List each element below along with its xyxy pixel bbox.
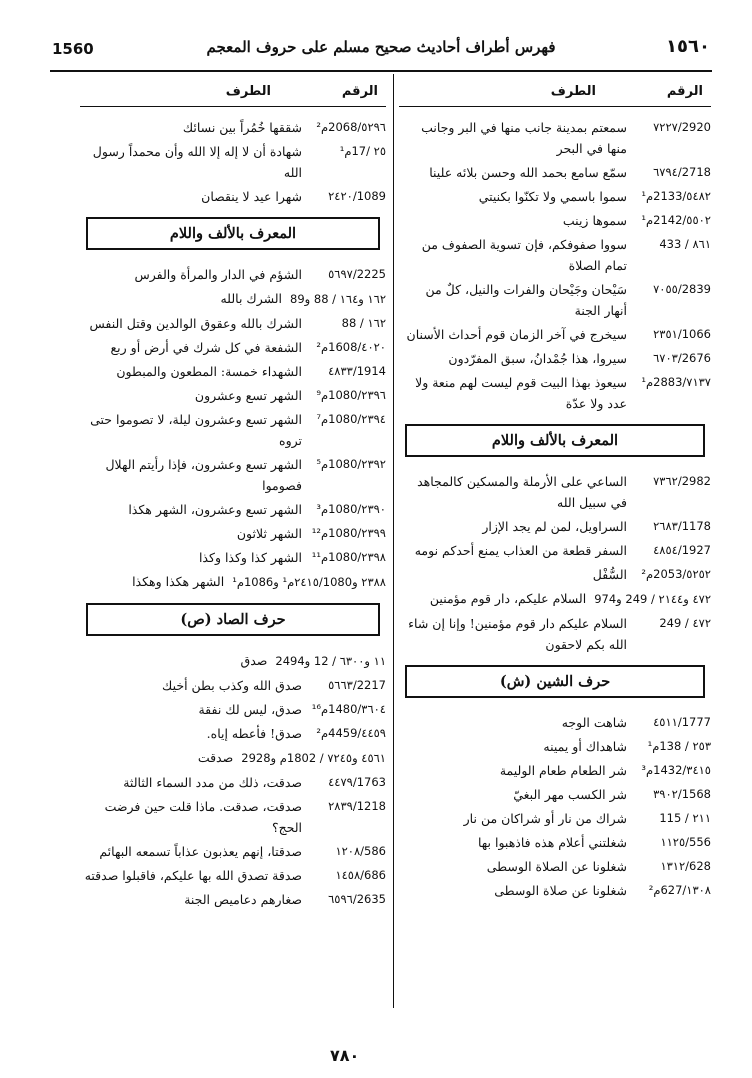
entry-text: الشهر هكذا وهكذا: [132, 574, 225, 589]
entry-text: الشهداء خمسة: المطعون والمبطون: [116, 364, 302, 379]
header-rule: [50, 70, 712, 72]
entry-text: صغارهم دعاميص الجنة: [184, 892, 302, 907]
index-entry: [80, 313, 386, 334]
entry-number: ١٣٠٨/627م²: [648, 883, 711, 897]
entry-number: ١٦٢ و١٦٤ / 88 و89: [290, 292, 386, 306]
entry-number: 686/١٤٥٨: [335, 868, 386, 882]
index-entry: [399, 210, 711, 231]
entry-text: صدق الله وكذب بطن أخيك: [162, 678, 302, 693]
entries-group: [80, 117, 386, 207]
entry-text: صدقة تصدق الله بها عليكم، فاقبلوا صدقته: [84, 868, 302, 883]
entry-number: 2217/٥٦٦٣: [328, 678, 386, 692]
entry-text: سموها زينب: [562, 213, 627, 228]
index-entry: [80, 796, 386, 838]
index-entry: [80, 385, 386, 406]
entry-number: ٢٣٩٦/1080م⁹: [316, 388, 386, 402]
entry-text: صدقت، ذلك من مدد السماء الثالثة: [123, 775, 302, 790]
entry-text: صدقتا، إنهم يعذبون عذاباً تسمعه البهائم: [99, 844, 302, 859]
index-entry: [80, 675, 386, 696]
index-entry: [80, 141, 386, 183]
entry-text: الشرك بالله: [220, 291, 283, 306]
index-entry: [399, 760, 711, 781]
index-entry: [399, 162, 711, 183]
index-entry: [399, 372, 711, 414]
entry-number: ٢٣٩٩/1080م¹²: [311, 526, 386, 540]
index-entry: [80, 337, 386, 358]
index-entry: [399, 279, 711, 321]
entry-number: 1777/٤٥١١: [653, 715, 711, 729]
index-entry: [399, 712, 711, 733]
column-divider: [393, 74, 394, 1008]
index-entry: [399, 471, 711, 513]
entry-number: 1218/٢٨٣٩: [328, 799, 386, 813]
entry-number: 2982/٧٣٦٢: [653, 474, 711, 488]
entry-number: ٢٥ /17م¹: [339, 144, 386, 158]
entry-number: ٢٣٩٠/1080م³: [316, 502, 386, 516]
index-entry: [80, 409, 386, 451]
entry-text: السلام عليكم، دار قوم مؤمنين: [429, 591, 587, 606]
index-entry: [399, 234, 711, 276]
entries-group: [399, 613, 711, 655]
entry-text: سيعوذ بهذا البيت قوم ليست لهم منعة ولا عدد ولا عدّة: [415, 375, 627, 411]
index-entry: [399, 784, 711, 805]
index-entry: [399, 588, 711, 610]
entry-text: سَيْحان وجَيْحان والفرات والنيل، كلٌ من أنهار الجنة: [425, 282, 627, 318]
entry-number: 1568/٣٩٠٢: [653, 787, 711, 801]
index-entry: [80, 454, 386, 496]
entry-text: شغلونا عن الصلاة الوسطى: [486, 859, 627, 874]
entry-number: 2635/٦٥٩٦: [328, 892, 386, 906]
entry-text: السراويل، لمن لم يجد الإزار: [482, 519, 627, 534]
entry-number: ١١ و٦٣٠٠ / 12 و2494: [275, 654, 386, 668]
entry-text: الشهر تسع وعشرون، الشهر هكذا: [128, 502, 302, 517]
header-text-label: الطرف: [550, 84, 596, 99]
page-number-latin: 1560: [52, 40, 94, 58]
entry-text: صدق، ليس لك نفقة: [198, 702, 302, 717]
entry-text: سمّع سامع بحمد الله وحسن بلائه علينا: [429, 165, 627, 180]
entry-number: ٧١٣٧/2883م¹: [641, 375, 711, 389]
entries-group: [80, 772, 386, 910]
index-entry: [80, 865, 386, 886]
page-header: [52, 36, 710, 66]
entries-group: [399, 471, 711, 585]
entry-text: السفر قطعة من العذاب يمنع أحدكم نومه: [414, 543, 627, 558]
index-entry: [80, 547, 386, 568]
entry-text: سيخرج في آخر الزمان قوم أحداث الأسنان: [406, 327, 627, 342]
entry-text: شاهداك أو يمينه: [543, 739, 627, 754]
entry-text: الشهر تسع وعشرون، فإذا رأيتم الهلال فصوموا: [105, 457, 302, 493]
column-header: [80, 78, 386, 107]
entry-number: ٥٤٨٢/2133م¹: [641, 189, 711, 203]
entry-text: شر الكسب مهر البغيّ: [513, 787, 627, 802]
index-entry: [399, 564, 711, 585]
entry-text: الشهر ثلاثون: [236, 526, 302, 541]
entry-number: ٢١١ / 115: [659, 811, 711, 825]
index-entry: [399, 324, 711, 345]
index-entry: [399, 540, 711, 561]
index-entry: [399, 736, 711, 757]
index-entry: [80, 889, 386, 910]
right-column: [399, 78, 711, 904]
entry-text: الشهر تسع وعشرون ليلة، لا تصوموا حتى تروه: [90, 412, 302, 448]
entry-number: ٤٥٦١ و٧٢٤٥ / 1802م و2928: [241, 751, 386, 765]
entry-text: سمعتم بمدينة جانب منها في البر وجانب منها في البحر: [421, 120, 627, 156]
entry-number: ٢٣٩٨/1080م¹¹: [311, 550, 386, 564]
entry-number: 2839/٧٠٥٥: [653, 282, 711, 296]
entry-text: شققها خُمُراً بين نسائك: [182, 120, 302, 135]
entry-text: سووا صفوفكم، فإن تسوية الصفوف من تمام الصلاة: [421, 237, 627, 273]
entry-text: السلام عليكم دار قوم مؤمنين! وإنا إن شاء الله بكم لاحقون: [408, 616, 627, 652]
entry-text: الشرك بالله وعقوق الوالدين وقتل النفس: [89, 316, 302, 331]
entry-text: شهرا عيد لا ينقصان: [201, 189, 302, 204]
entry-number: ٥٢٩٦/2068م²: [316, 120, 386, 134]
index-entry: [80, 772, 386, 793]
section-heading: حرف الشين (ش): [405, 665, 705, 698]
entry-text: الشفعة في كل شرك في أرض أو ربع: [110, 340, 302, 355]
entry-text: شراك من نار أو شراكان من نار: [463, 811, 627, 826]
page-number-arabic: ١٥٦٠: [666, 36, 710, 57]
index-entry: [399, 832, 711, 853]
entry-number: 1066/٢٣٥١: [653, 327, 711, 341]
entry-text: الشؤم في الدار والمرأة والفرس: [134, 267, 302, 282]
entry-text: سيروا، هذا جُمْدانُ، سبق المفرّدون: [448, 351, 627, 366]
index-entry: [80, 699, 386, 720]
entry-text: شغلتني أعلام هذه فاذهبوا بها: [477, 835, 627, 850]
entry-text: الساعي على الأرملة والمسكين كالمجاهد في سبيل الله: [417, 474, 627, 510]
entry-number: ٢٣٩٤/1080م⁷: [316, 412, 386, 426]
index-entry: [80, 117, 386, 138]
index-entry: [80, 747, 386, 769]
entry-number: ٢٣٨٨ و٢٤١٥/1080م¹ و1086م¹: [232, 575, 386, 589]
entry-number: 556/١١٢٥: [660, 835, 711, 849]
entry-number: 1178/٢٦٨٣: [653, 519, 711, 533]
entry-text: سموا باسمي ولا تكنّوا بكنيتي: [478, 189, 627, 204]
entry-number: ٤٧٢ / 249: [659, 616, 711, 630]
entry-text: شاهت الوجه: [561, 715, 627, 730]
entries-group: [80, 313, 386, 568]
entry-text: السُّفْل: [592, 567, 627, 582]
entry-number: ٤٠٢٠/1608م²: [316, 340, 386, 354]
entry-number: 586/١٢٠٨: [335, 844, 386, 858]
entry-text: الشهر تسع وعشرون: [194, 388, 302, 403]
index-entry: [80, 186, 386, 207]
entry-number: 2676/٦٧٠٣: [653, 351, 711, 365]
index-entry: [80, 523, 386, 544]
index-entry: [399, 117, 711, 159]
index-entry: [399, 348, 711, 369]
entry-number: 1089/٢٤٢٠: [328, 189, 386, 203]
entry-number: 2718/٦٧٩٤: [653, 165, 711, 179]
entry-number: ٣٤١٥/1432م³: [641, 763, 711, 777]
index-entry: [80, 264, 386, 285]
entry-number: ٢٣٩٢/1080م⁵: [316, 457, 386, 471]
entry-text: الشهر كذا وكذا وكذا: [198, 550, 302, 565]
entry-text: صدق! فأعطه إياه.: [206, 726, 302, 741]
entry-number: ٨٦١ / 433: [659, 237, 711, 251]
entry-number: 1763/٤٤٧٩: [328, 775, 386, 789]
index-entry: [80, 723, 386, 744]
index-entry: [399, 186, 711, 207]
index-entry: [80, 650, 386, 672]
index-entry: [399, 516, 711, 537]
index-entry: [399, 808, 711, 829]
entry-number: ٥٥٠٢/2142م¹: [641, 213, 711, 227]
entry-number: ١٦٢ / 88: [341, 316, 386, 330]
entries-group: [80, 264, 386, 285]
entry-text: شر الطعام طعام الوليمة: [499, 763, 627, 778]
entry-number: 1927/٤٨٥٤: [653, 543, 711, 557]
left-column: [80, 78, 386, 913]
section-heading: المعرف بالألف واللام: [405, 424, 705, 457]
entry-text: شغلونا عن صلاة الوسطى: [494, 883, 627, 898]
index-entry: [80, 499, 386, 520]
entry-number: ٤٧٢ و٢١٤٤ / 249 و974: [594, 592, 711, 606]
entry-number: ٥٢٥٢/2053م²: [641, 567, 711, 581]
entries-group: [399, 117, 711, 414]
entry-text: صدق: [240, 653, 268, 668]
index-entry: [80, 571, 386, 593]
page-footer-number: ٧٨٠: [330, 1046, 360, 1065]
index-entry: [80, 361, 386, 382]
header-number-label: الرقم: [666, 84, 703, 99]
index-entry: [80, 841, 386, 862]
entry-number: ٣٦٠٤/1480م¹⁶: [311, 702, 386, 716]
entry-number: 2920/٧٢٢٧: [653, 120, 711, 134]
entry-text: صدقت: [197, 750, 234, 765]
entry-text: شهادة أن لا إله إلا الله وأن محمداً رسول الله: [92, 144, 302, 180]
entries-group: [399, 712, 711, 901]
entry-number: ٢٥٣ / 138م¹: [647, 739, 711, 753]
header-text-label: الطرف: [225, 84, 271, 99]
entries-group: [80, 675, 386, 744]
entry-text: صدقت، صدقت. ماذا قلت حين فرضت الحج؟: [104, 799, 302, 835]
section-heading: المعرف بالألف واللام: [86, 217, 380, 250]
entry-number: 1914/٤٨٣٣: [328, 364, 386, 378]
entry-number: 628/١٣١٢: [660, 859, 711, 873]
entry-number: ٤٤٥٩/4459م²: [316, 726, 386, 740]
index-entry: [399, 613, 711, 655]
header-number-label: الرقم: [341, 84, 378, 99]
index-entry: [399, 880, 711, 901]
index-entry: [80, 288, 386, 310]
section-heading: حرف الصاد (ص): [86, 603, 380, 636]
running-title: فهرس أطراف أحاديث صحيح مسلم على حروف المعجم: [206, 38, 556, 56]
column-header: [399, 78, 711, 107]
index-entry: [399, 856, 711, 877]
entry-number: 2225/٥٦٩٧: [328, 267, 386, 281]
